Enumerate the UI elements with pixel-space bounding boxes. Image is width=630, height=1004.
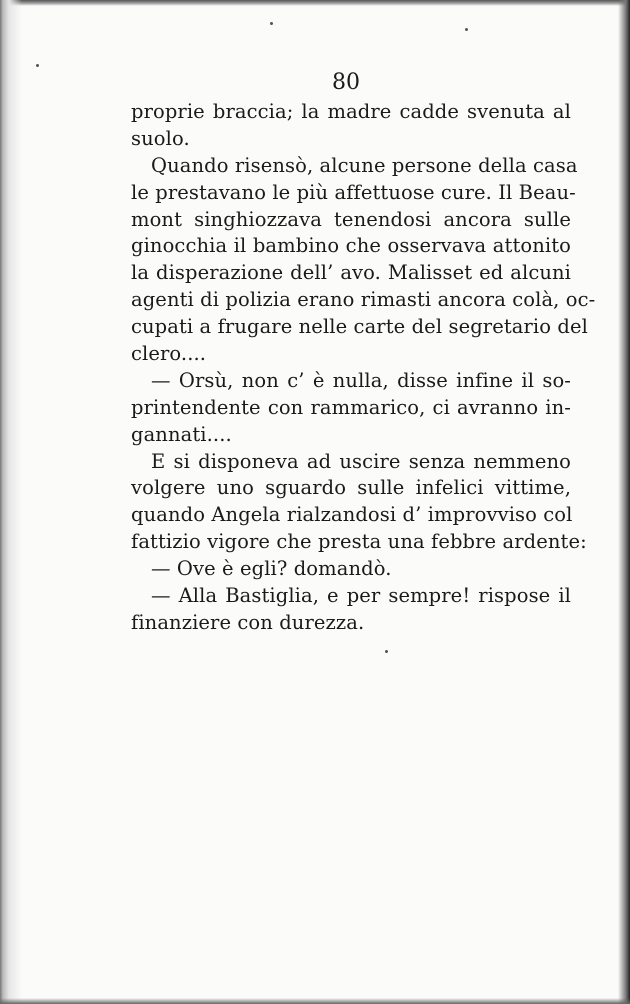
print-speck <box>385 650 388 653</box>
body-text <box>131 99 596 637</box>
text-line: fattizio vigore che presta una febbre ardente: <box>131 530 587 554</box>
text-line: cupati a frugare nelle carte del segretario del <box>131 315 588 339</box>
text-line: proprie braccia; la madre cadde svenuta al <box>131 100 571 123</box>
page-number: 80 <box>332 70 360 95</box>
text-line: Quando risensò, alcune persone della casa <box>151 153 578 177</box>
text-line: quando Angela rialzandosi d’ improvviso col <box>131 503 573 527</box>
print-speck <box>270 22 273 25</box>
page-bottom-edge <box>0 998 630 1004</box>
text-line: E si disponeva ad uscire senza nemmeno <box>151 449 571 473</box>
text-line: volgere uno sguardo sulle infelici vittime, <box>131 476 571 500</box>
text-line: suolo. <box>131 126 190 150</box>
text-line: — Alla Bastiglia, e per sempre! rispose il <box>151 584 571 608</box>
text-line: mont singhiozzava tenendosi ancora sulle <box>131 207 571 231</box>
text-line: — Ove è egli? domandò. <box>151 557 392 581</box>
text-line: le prestavano le più affettuose cure. Il Beau- <box>131 180 576 204</box>
print-speck <box>465 28 468 31</box>
page-right-edge <box>618 0 630 1004</box>
page-binding-edge <box>0 0 22 1004</box>
text-line: finanziere con durezza. <box>131 610 365 634</box>
text-line: gannati.... <box>131 422 232 446</box>
text-line: — Orsù, non c’ è nulla, disse infine il so- <box>151 368 571 392</box>
print-speck <box>36 64 39 67</box>
text-line: printendente con rammarico, ci avranno in- <box>131 395 571 419</box>
text-line: ginocchia il bambino che osservava attonito <box>131 234 571 258</box>
text-line: la disperazione dell’ avo. Malisset ed alcuni <box>131 261 571 285</box>
text-line: agenti di polizia erano rimasti ancora colà, oc- <box>131 288 596 312</box>
page-top-edge <box>0 0 630 6</box>
text-line: clero.... <box>131 342 207 366</box>
